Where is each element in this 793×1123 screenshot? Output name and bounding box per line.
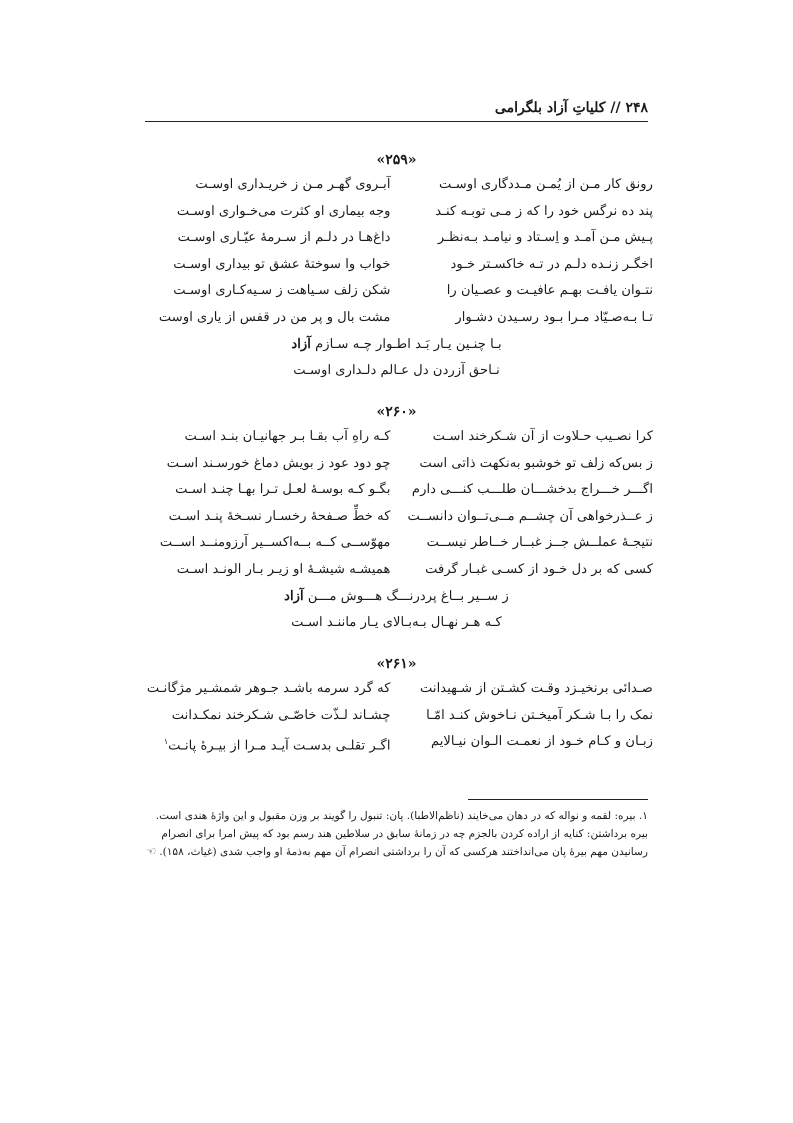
hemistich-second: که گرد سرمه باشـد جـوهر شمشـیر مژگانـت — [146, 681, 391, 696]
footnote-line-text: رسانیدن مهم بیرهٔ پان می‌انداختند هرکسی که آن را برداشتی انصرام آن مهم به‌ذمهٔ او واجب شدی (غیاث، ۱۵۸). — [159, 846, 648, 858]
hemistich-first: پند ده نرگس خود را که ز مـی توبـه کنـد — [435, 203, 653, 219]
hemistich-first: زبـان و کـام خـود از نعمـت الـوان نیـالایم — [430, 734, 653, 750]
hemistich-first: اخگـر زنـده دلـم در تـه خاکسـتر خـود — [450, 256, 653, 272]
final-line-text: بـا چنـین یـار بَـد اطـوار چـه سـازم — [315, 336, 502, 352]
poem-number: «۲۶۱» — [376, 656, 417, 672]
hemistich-second: مشت بال و پر من در قفس از یاری اوست — [158, 309, 391, 325]
poet-pen-name: آزاد — [284, 588, 304, 604]
couplet — [140, 703, 653, 730]
header-divider — [145, 121, 648, 122]
hemistich-second: چشـاند لـذّت خاصّـی شـکرخند نمکـدانت — [171, 707, 391, 723]
page-title: ۲۴۸ // کلیاتِ آزاد بلگرامی — [494, 100, 648, 116]
poet-pen-name: آزاد — [291, 336, 311, 352]
couplet — [140, 729, 653, 756]
final-couplet-line-1 — [140, 332, 653, 359]
hemistich-second: مهوّســی کــه بــه‌اکســیر آرزومنــد اســت — [159, 535, 391, 551]
footnotes — [145, 807, 648, 861]
couplet — [140, 305, 653, 332]
hemistich-second — [140, 729, 397, 756]
poem-259 — [140, 148, 653, 385]
hemistich-first: نتـوان یافـت بهـم عافیـت و عصـیان را — [446, 283, 653, 299]
hemistich-first: ز عــذرخواهی آن چشــم مــی‌تــوان دانســت — [407, 508, 653, 524]
final-couplet-line-2: نـاحق آزردن دل عـالم دلـداری اوسـت — [293, 363, 500, 379]
hemistich-first: نمک را بـا شـکر آمیخـتن نـاخوش کنـد امّـا — [426, 707, 653, 723]
hemistich-first: پـیش مـن آمـد و اِسـتاد و نیامـد بـه‌نظـر — [437, 230, 653, 246]
poem-number: «۲۵۹» — [376, 152, 417, 168]
couplet — [140, 557, 653, 584]
couplet — [140, 424, 653, 451]
couplet — [140, 477, 653, 504]
hemistich-first: تـا بـه‌صـیّاد مـرا بـود رسـیدن دشـوار — [455, 309, 653, 325]
couplet — [140, 676, 653, 703]
hemistich-first: کرا نصـیب حـلاوت از آن شـکرخند اسـت — [432, 429, 653, 444]
footnote-line: بیره برداشتن: کنایه از اراده کردن بالجزم چه در زمانهٔ سابق در سلاطین هند رسم بود که پیش امرا برای انصرام — [161, 828, 648, 840]
hemistich-first: کسی که بر دل خـود از کسـی غبـار گرفت — [425, 561, 653, 577]
couplet — [140, 278, 653, 305]
hemistich-first: اگـــر خـــراج بدخشـــان طلـــب کنـــی دارم — [411, 482, 653, 498]
hemistich-first: رونق کار مـن از یُمـن مـددگاری اوسـت — [438, 177, 653, 192]
footnote-divider — [468, 799, 648, 800]
poem-number: «۲۶۰» — [376, 404, 417, 420]
hemistich-text: اگـر تقلـی بدسـت آیـد مـرا از بیـرهٔ پانـت — [168, 738, 391, 754]
final-couplet-line-2: کـه هـر نهـال بـه‌بـالای یـار ماننـد اسـت — [291, 615, 502, 631]
couplet — [140, 504, 653, 531]
hemistich-first: ز بس‌که زلف تو خوشبو به‌نکهت ذاتی است — [419, 455, 653, 471]
poem-261 — [140, 652, 653, 756]
hemistich-second: چو دود عود ز بویش دماغ خورسـند اسـت — [166, 455, 391, 471]
hemistich-second: داغ‌هـا در دلـم از سـرمهٔ عیّـاری اوسـت — [177, 230, 391, 246]
pointing-hand-icon: ☜ — [146, 845, 157, 858]
hemistich-second: آبـروی گهـر مـن ز خریـداری اوسـت — [195, 177, 391, 192]
page-header — [145, 97, 648, 119]
hemistich-second: خواب وا سوختهٔ عشق تو بیداری اوسـت — [173, 256, 391, 272]
hemistich-second: شکن زلف سـیاهت ز سـیه‌کـاری اوسـت — [173, 283, 391, 299]
footnote-line: ۱. بیره: لقمه و نواله که در دهان می‌خایند (ناظم‌الاطبا). پان: تنبول را گویند بر وزن مقبول و این واژهٔ هندی است. — [155, 810, 648, 822]
footnote-reference: ۱ — [163, 737, 169, 747]
couplet — [140, 199, 653, 226]
poem-260 — [140, 400, 653, 637]
couplet — [140, 530, 653, 557]
couplet — [140, 225, 653, 252]
hemistich-second: وجه بیماری او کثرت می‌خـواری اوسـت — [176, 203, 391, 219]
footnote-line — [145, 843, 648, 861]
hemistich-second: کـه راهِ آب بقـا بـر جهانیـان بنـد اسـت — [184, 429, 391, 444]
final-couplet-line-1 — [140, 584, 653, 611]
final-line-text: ز ســیر بــاغ پردرنـــگ هـــوش مـــن — [307, 588, 509, 604]
hemistich-first: نتیجـهٔ عملــش جــز غبــار خــاطر نیســت — [426, 535, 653, 551]
hemistich-second: همیشـه شیشـهٔ او زیـر بـار الونـد اسـت — [176, 561, 391, 577]
hemistich-first: صـدائی برنخیـزد وقـت کشـتن از شـهیدانت — [419, 681, 653, 696]
couplet — [140, 451, 653, 478]
couplet — [140, 172, 653, 199]
couplet — [140, 252, 653, 279]
hemistich-second: بگـو کـه بوسـهٔ لعـل تـرا بهـا چنـد اسـت — [175, 482, 391, 498]
hemistich-second: که خطِّ صـفحهٔ رخسـار نسـخهٔ پنـد اسـت — [168, 508, 391, 524]
